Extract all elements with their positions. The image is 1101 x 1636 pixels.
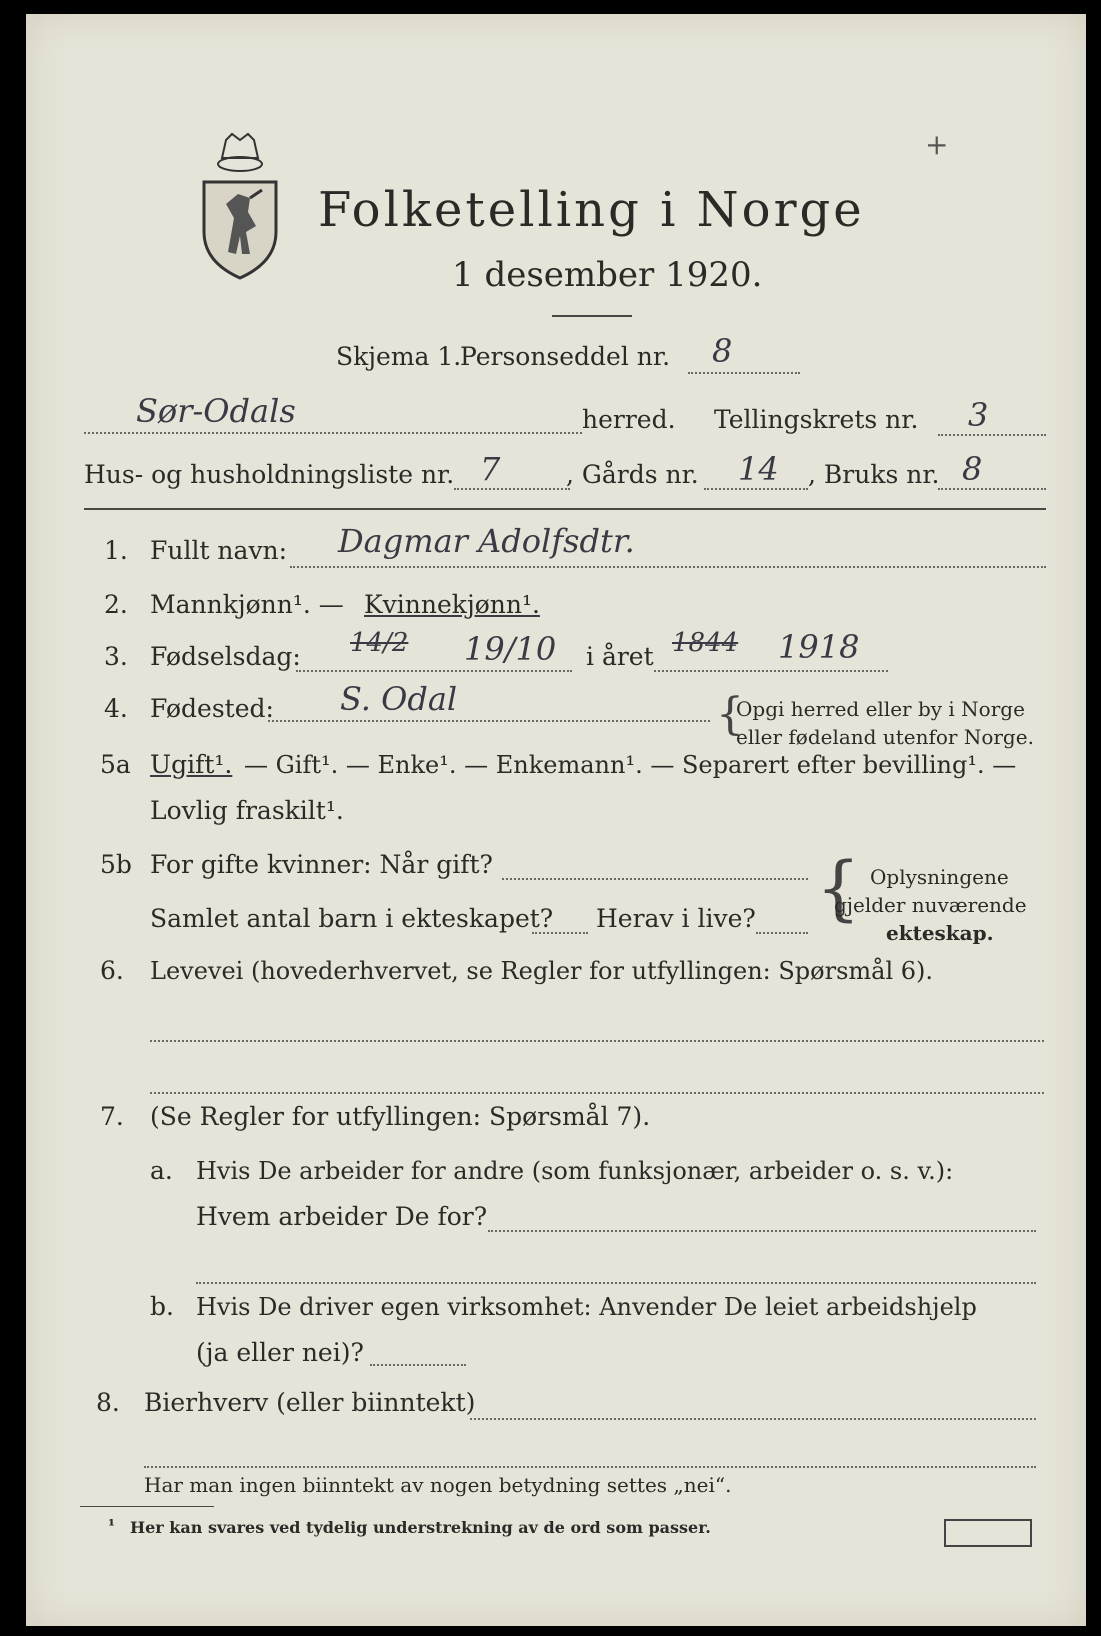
margin-mark: + — [925, 128, 949, 161]
q4-label: Fødested: — [150, 694, 274, 723]
q1-number: 1. — [104, 536, 128, 565]
q5b-line2: Samlet antal barn i ekteskapet? — [150, 904, 554, 933]
skjema-label: Skjema 1. — [336, 342, 462, 371]
q5b-note2: gjelder nuværende — [834, 893, 1027, 917]
q4-brace: { — [716, 689, 744, 740]
q3-struck-day: 14/2 — [350, 628, 409, 658]
q4-number: 4. — [104, 694, 128, 723]
census-date: 1 desember 1920. — [452, 255, 763, 295]
q7a-letter: a. — [150, 1156, 173, 1185]
q7-number: 7. — [100, 1102, 124, 1131]
gards-label: , Gårds nr. — [566, 460, 699, 489]
footnote-mark: ¹ — [108, 1516, 116, 1535]
q3-year-label: i året — [586, 642, 654, 671]
q3-label: Fødselsdag: — [150, 642, 301, 671]
hus-label: Hus- og husholdningsliste nr. — [84, 460, 455, 489]
q2-number: 2. — [104, 590, 128, 619]
q6-label: Levevei (hovederhvervet, se Regler for utfyllingen: Spørsmål 6). — [150, 957, 934, 985]
q2-kvinne: Kvinnekjønn¹. — [364, 590, 540, 619]
gards-value: 14 — [738, 450, 779, 488]
q6-number: 6. — [100, 956, 124, 985]
q5b-line1: For gifte kvinner: Når gift? — [150, 850, 493, 879]
q5b-herav: Herav i live? — [596, 904, 756, 933]
bruks-label: , Bruks nr. — [808, 460, 940, 489]
herred-value: Sør-Odals — [136, 392, 296, 430]
q7-label: (Se Regler for utfyllingen: Spørsmål 7). — [150, 1102, 651, 1131]
header-divider — [84, 508, 1046, 510]
q8-label: Bierhverv (eller biinntekt) — [144, 1388, 476, 1417]
q4-note-line1: Opgi herred eller by i Norge — [736, 697, 1025, 721]
q8-number: 8. — [96, 1388, 120, 1417]
q3-struck-year: 1844 — [672, 628, 739, 658]
q1-field-line — [290, 566, 1046, 568]
tellingskrets-field-line — [938, 434, 1046, 436]
q2-mann: Mannkjønn¹. — — [150, 590, 344, 619]
q5b-brace: { — [816, 847, 861, 929]
q4-note-line2: eller fødeland utenfor Norge. — [736, 725, 1034, 749]
footnote-text: Her kan svares ved tydelig understrekning av de ord som passer. — [130, 1518, 711, 1537]
q3-day-field-line — [296, 670, 572, 672]
personseddel-field-line — [688, 372, 800, 374]
q5a-ugift: Ugift¹. — [150, 750, 233, 779]
q8-field-line-1 — [470, 1418, 1036, 1420]
q7b-letter: b. — [150, 1292, 174, 1321]
q5b-number: 5b — [100, 850, 132, 879]
q5b-alive-field-line — [756, 932, 808, 934]
title-divider — [552, 315, 632, 317]
q7b-line2: (ja eller nei)? — [196, 1338, 364, 1367]
q4-value: S. Odal — [340, 680, 458, 718]
q5b-married-field-line — [502, 878, 808, 880]
q8-note: Har man ingen biinntekt av nogen betydning settes „nei“. — [144, 1473, 732, 1497]
personseddel-value: 8 — [712, 332, 733, 370]
q5b-note3: ekteskap. — [886, 921, 994, 945]
q1-value: Dagmar Adolfsdtr. — [338, 522, 635, 560]
herred-field-line — [84, 432, 582, 434]
q3-day-value: 19/10 — [464, 630, 557, 668]
q7a-field-line-1 — [488, 1230, 1036, 1232]
tellingskrets-label: Tellingskrets nr. — [714, 405, 919, 434]
q5a-line2: Lovlig fraskilt¹. — [150, 796, 344, 825]
q7b-field-line — [370, 1364, 466, 1366]
page-title: Folketelling i Norge — [318, 182, 865, 238]
q6-field-line-2 — [150, 1092, 1044, 1094]
q1-label: Fullt navn: — [150, 536, 288, 565]
q7a-field-line-2 — [196, 1282, 1036, 1284]
q7b-line1: Hvis De driver egen virksomhet: Anvender De leiet arbeidshjelp — [196, 1293, 977, 1321]
hus-field-line — [454, 488, 570, 490]
q3-number: 3. — [104, 642, 128, 671]
norway-coat-of-arms-icon — [198, 132, 282, 282]
hus-value: 7 — [480, 450, 501, 488]
tellingskrets-value: 3 — [968, 396, 989, 434]
bruks-field-line — [938, 488, 1046, 490]
gards-field-line — [704, 488, 808, 490]
q3-year-value: 1918 — [778, 628, 860, 666]
bruks-value: 8 — [962, 450, 983, 488]
q6-field-line-1 — [150, 1040, 1044, 1042]
q5a-options: — Gift¹. — Enke¹. — Enkemann¹. — Separert efter bevilling¹. — — [244, 751, 1017, 779]
printer-stamp — [944, 1519, 1032, 1547]
q5b-note1: Oplysningene — [870, 865, 1009, 889]
personseddel-label: Personseddel nr. — [460, 342, 671, 371]
q7a-line2: Hvem arbeider De for? — [196, 1202, 488, 1231]
q4-field-line — [268, 720, 710, 722]
q7a-line1: Hvis De arbeider for andre (som funksjonær, arbeider o. s. v.): — [196, 1157, 954, 1185]
footnote-divider — [80, 1506, 214, 1507]
q5b-children-field-line — [532, 932, 588, 934]
herred-label: herred. — [582, 405, 676, 434]
q5a-number: 5a — [100, 750, 131, 779]
q3-year-field-line — [654, 670, 888, 672]
q8-field-line-2 — [144, 1466, 1036, 1468]
